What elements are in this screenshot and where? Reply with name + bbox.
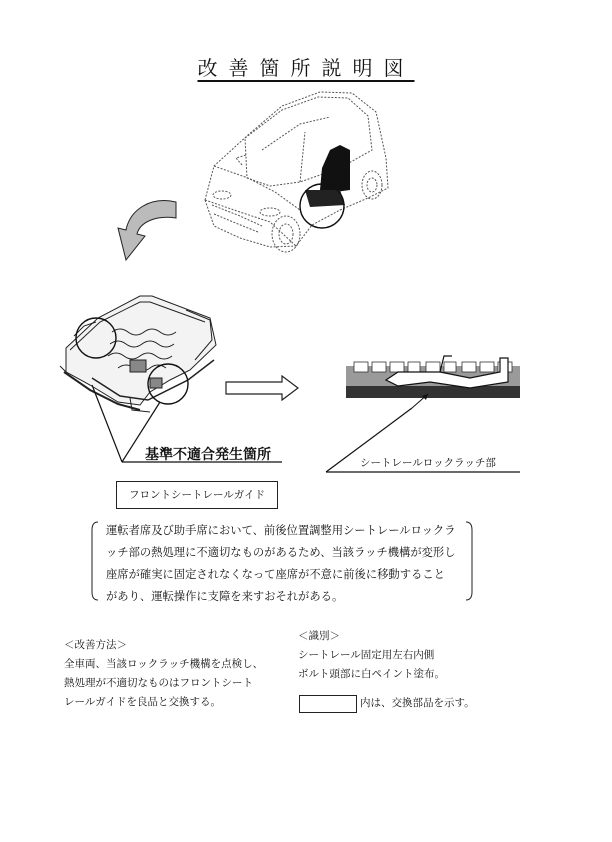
identification-heading: ＜識別＞ xyxy=(298,630,340,642)
car-illustration xyxy=(205,92,388,252)
guide-label: フロントシートレールガイド xyxy=(129,489,265,501)
legend-box xyxy=(299,695,357,713)
remedy-heading: ＜改善方法＞ xyxy=(64,639,127,651)
legend-text: 内は、交換部品を示す。 xyxy=(360,697,475,709)
remedy-line: 全車両、当該ロックラッチ機構を点検し、 xyxy=(64,658,264,670)
description-line: 運転者席及び助手席において、前後位置調整用シートレールロックラ xyxy=(106,524,456,537)
nonconformity-label: 基準不適合発生箇所 xyxy=(145,447,271,463)
latch-label: シートレールロックラッチ部 xyxy=(360,457,496,469)
remedy-line: 熱処理が不適切なものはフロントシート xyxy=(64,677,253,689)
right-arrow-icon xyxy=(226,376,298,400)
seat-highlight xyxy=(320,145,350,192)
remedy-section xyxy=(64,636,263,712)
identification-line: シートレール固定用左右内側 xyxy=(298,649,435,661)
latch-closeup-illustration xyxy=(346,356,520,408)
description-line: があり、運転操作に支障を来すおそれがある。 xyxy=(106,590,344,603)
guide-label-box xyxy=(116,481,278,509)
description-line: 座席が確実に固定されなくなって座席が不意に前後に移動すること xyxy=(106,568,445,581)
identification-line: ボルト頭部に白ペイント塗布。 xyxy=(298,668,445,680)
identification-section xyxy=(298,627,445,684)
page-title: 改善箇所説明図 xyxy=(197,56,415,80)
remedy-line: レールガイドを良品と交換する。 xyxy=(64,696,221,708)
curved-arrow-icon xyxy=(118,201,176,260)
description-block xyxy=(90,520,474,603)
description-line: ッチ部の熱処理に不適切なものがあるため、当該ラッチ機構が変形し xyxy=(106,546,456,559)
